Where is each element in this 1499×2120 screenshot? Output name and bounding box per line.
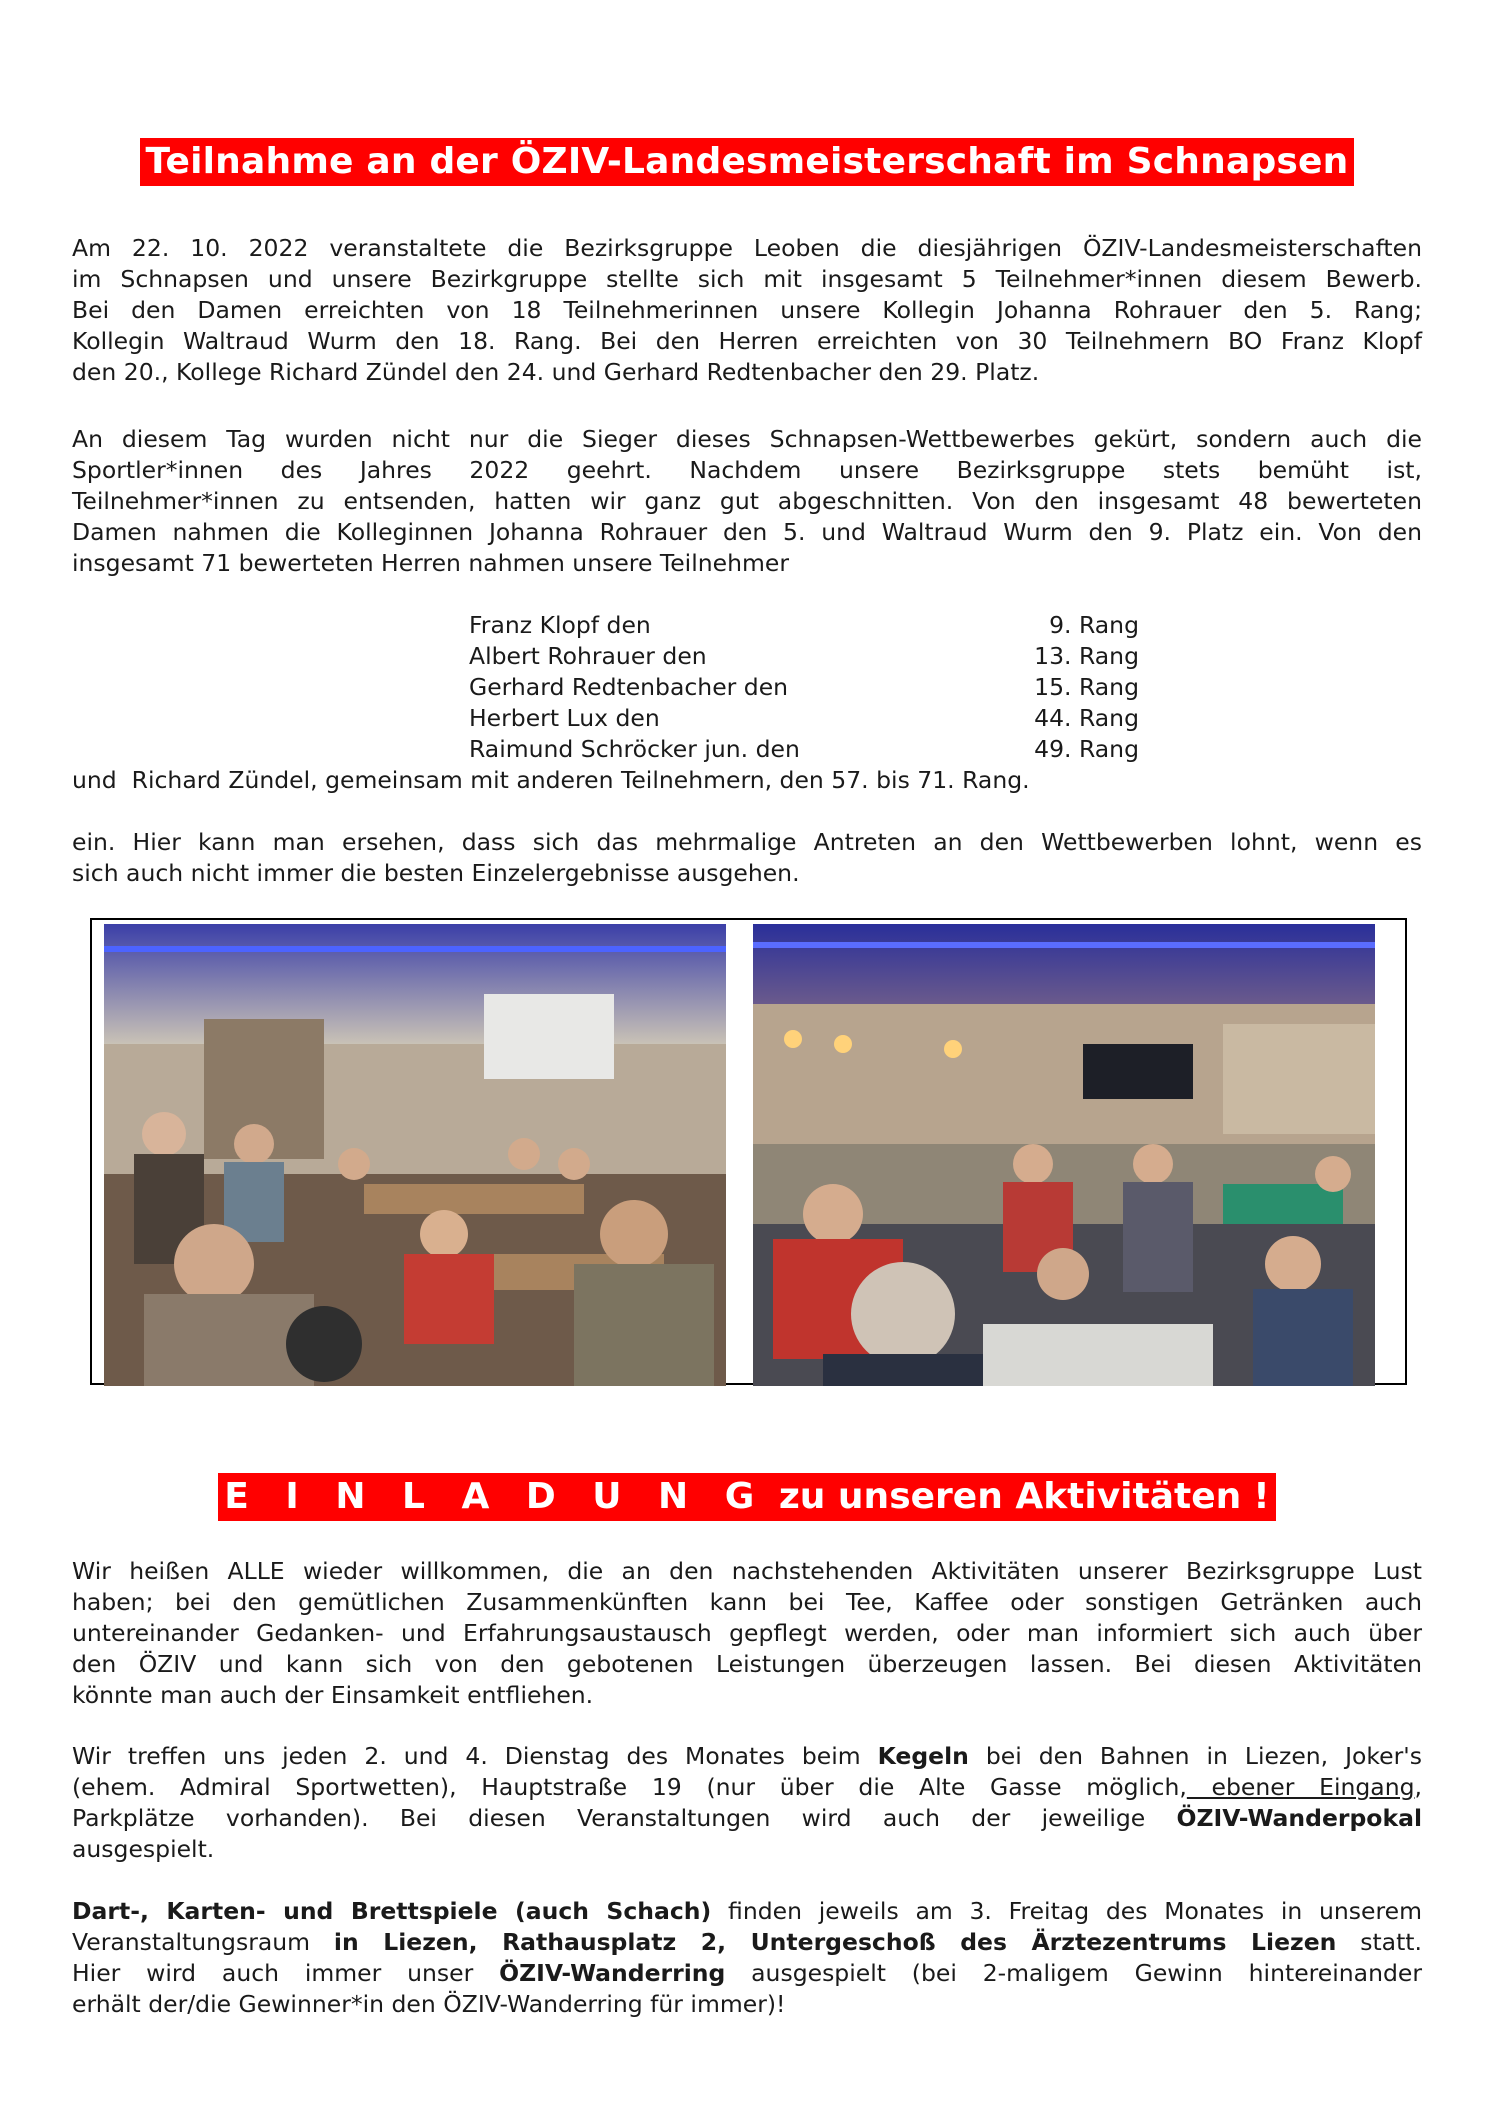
text-segment: finden jeweils am 3. Freitag des Monates in unserem [711,1897,1422,1925]
text-segment: (ehem. Admiral Sportwetten), Hauptstraße 19 (nur über die Alte Gasse möglich, [72,1773,1187,1801]
rank-name: Herbert Lux den [469,704,660,732]
rank-position: 49. Rang [1034,735,1139,763]
text-line [72,1927,1422,1958]
ebener-eingang-underlined: ebener Eingang [1186,1773,1415,1801]
text-segment: , [1414,1773,1422,1801]
photo-frame [90,918,1407,1385]
text-segment: Wir treffen uns jeden 2. und 4. Dienstag des Monates beim [72,1742,878,1770]
invitation-rest: zu unseren Aktivitäten [766,1476,1242,1517]
text-line: Am 22. 10. 2022 veranstaltete die Bezirksgruppe Leoben die diesjährigen ÖZIV-Landesmeisterschaften [72,234,1422,262]
paragraph-results [72,233,1422,388]
text-line: könnte man auch der Einsamkeit entfliehen. [72,1681,594,1709]
text-segment: ausgespielt (bei 2-maligem Gewinn hintereinander [725,1959,1423,1987]
paragraph-welcome [72,1556,1422,1711]
rank-row [469,672,1139,703]
photo-room-people-right [753,924,1375,1386]
text-line: Sportler*innen des Jahres 2022 geehrt. Nachdem unsere Bezirksgruppe stets bemüht ist, [72,456,1422,484]
rank-position: 15. Rang [1034,673,1139,701]
text-line: insgesamt 71 bewerteten Herren nahmen unsere Teilnehmer [72,549,790,577]
text-line: ausgespielt. [72,1835,215,1863]
event-photo-right [753,924,1375,1386]
text-line: untereinander Gedanken- und Erfahrungsaustausch gepflegt werden, oder man informiert sich auch über [72,1619,1422,1647]
wanderring-bold: ÖZIV-Wanderring [499,1959,726,1987]
rank-row [469,610,1139,641]
kegeln-bold: Kegeln [877,1742,969,1770]
paragraph-kegeln [72,1741,1422,1865]
paragraph-conclusion [72,827,1422,889]
wanderpokal-bold: ÖZIV-Wanderpokal [1176,1804,1422,1832]
rank-position: 9. Rang [1049,611,1139,639]
rank-row [469,734,1139,765]
title-block [72,138,1422,186]
rank-row [469,641,1139,672]
text-line: im Schnapsen und unsere Bezirkgruppe stellte sich mit insgesamt 5 Teilnehmer*innen diesem Bewerb. [72,265,1422,293]
spiele-bold: Dart-, Karten- und Brettspiele (auch Schach) [72,1897,712,1925]
paragraph-spiele [72,1896,1422,2020]
page-title: Teilnahme an der ÖZIV-Landesmeisterschaft im Schnapsen [140,138,1355,186]
rank-row [469,703,1139,734]
paragraph-sportler [72,424,1422,579]
invitation-heading [72,1473,1422,1521]
event-photo-left [104,924,726,1386]
rank-name: Franz Klopf den [469,611,651,639]
location-bold: in Liezen, Rathausplatz 2, Untergeschoß des Ärztezentrums Liezen [333,1928,1337,1956]
text-segment: statt. [1336,1928,1422,1956]
text-line [72,1803,1422,1834]
text-segment: Parkplätze vorhanden). Bei diesen Veranstaltungen wird auch der jeweilige [72,1804,1177,1832]
text-line: haben; bei den gemütlichen Zusammenkünften kann bei Tee, Kaffee oder sonstigen Getränken auch [72,1588,1422,1616]
text-line: Damen nahmen die Kolleginnen Johanna Rohrauer den 5. und Waltraud Wurm den 9. Platz ein. Von den [72,518,1422,546]
photo-room-people-left [104,924,726,1386]
text-line: den 20., Kollege Richard Zündel den 24. und Gerhard Redtenbacher den 29. Platz. [72,358,1040,386]
text-line: ein. Hier kann man ersehen, dass sich das mehrmalige Antreten an den Wettbewerben lohnt, wenn es [72,828,1422,856]
invitation-title [218,1473,1247,1521]
text-line: Kollegin Waltraud Wurm den 18. Rang. Bei den Herren erreichten von 30 Teilnehmern BO Franz Klopf [72,327,1422,355]
text-line: Bei den Damen erreichten von 18 Teilnehmerinnen unsere Kollegin Johanna Rohrauer den 5. Rang; [72,296,1422,324]
text-line: sich auch nicht immer die besten Einzelergebnisse ausgehen. [72,859,800,887]
text-segment: Hier wird auch immer unser [72,1959,500,1987]
rank-position: 44. Rang [1034,704,1139,732]
text-line: den ÖZIV und kann sich von den gebotenen Leistungen überzeugen lassen. Bei diesen Aktivitäten [72,1650,1422,1678]
text-line [72,1958,1422,1989]
rank-tail-line: und Richard Zündel, gemeinsam mit anderen Teilnehmern, den 57. bis 71. Rang. [72,766,1030,794]
text-segment: Veranstaltungsraum [72,1928,334,1956]
rank-name: Gerhard Redtenbacher den [469,673,789,701]
text-line [72,1741,1422,1772]
rank-name: Raimund Schröcker jun. den [469,735,800,763]
text-line: Teilnehmer*innen zu entsenden, hatten wir ganz gut abgeschnitten. Von den insgesamt 48 bewerteten [72,487,1422,515]
text-line [72,1896,1422,1927]
text-line: An diesem Tag wurden nicht nur die Sieger dieses Schnapsen-Wettbewerbes gekürt, sondern auch die [72,425,1422,453]
rank-list [469,610,1139,765]
rank-name: Albert Rohrauer den [469,642,707,670]
invitation-exclamation: ! [1247,1473,1275,1521]
text-line: Wir heißen ALLE wieder willkommen, die an den nachstehenden Aktivitäten unserer Bezirksgruppe Lust [72,1557,1422,1585]
rank-position: 13. Rang [1034,642,1139,670]
text-segment: bei den Bahnen in Liezen, Joker's [968,1742,1422,1770]
invitation-spaced-word: E I N L A D U N G [224,1476,767,1517]
text-line: erhält der/die Gewinner*in den ÖZIV-Wanderring für immer)! [72,1990,786,2018]
text-line [72,1772,1422,1803]
